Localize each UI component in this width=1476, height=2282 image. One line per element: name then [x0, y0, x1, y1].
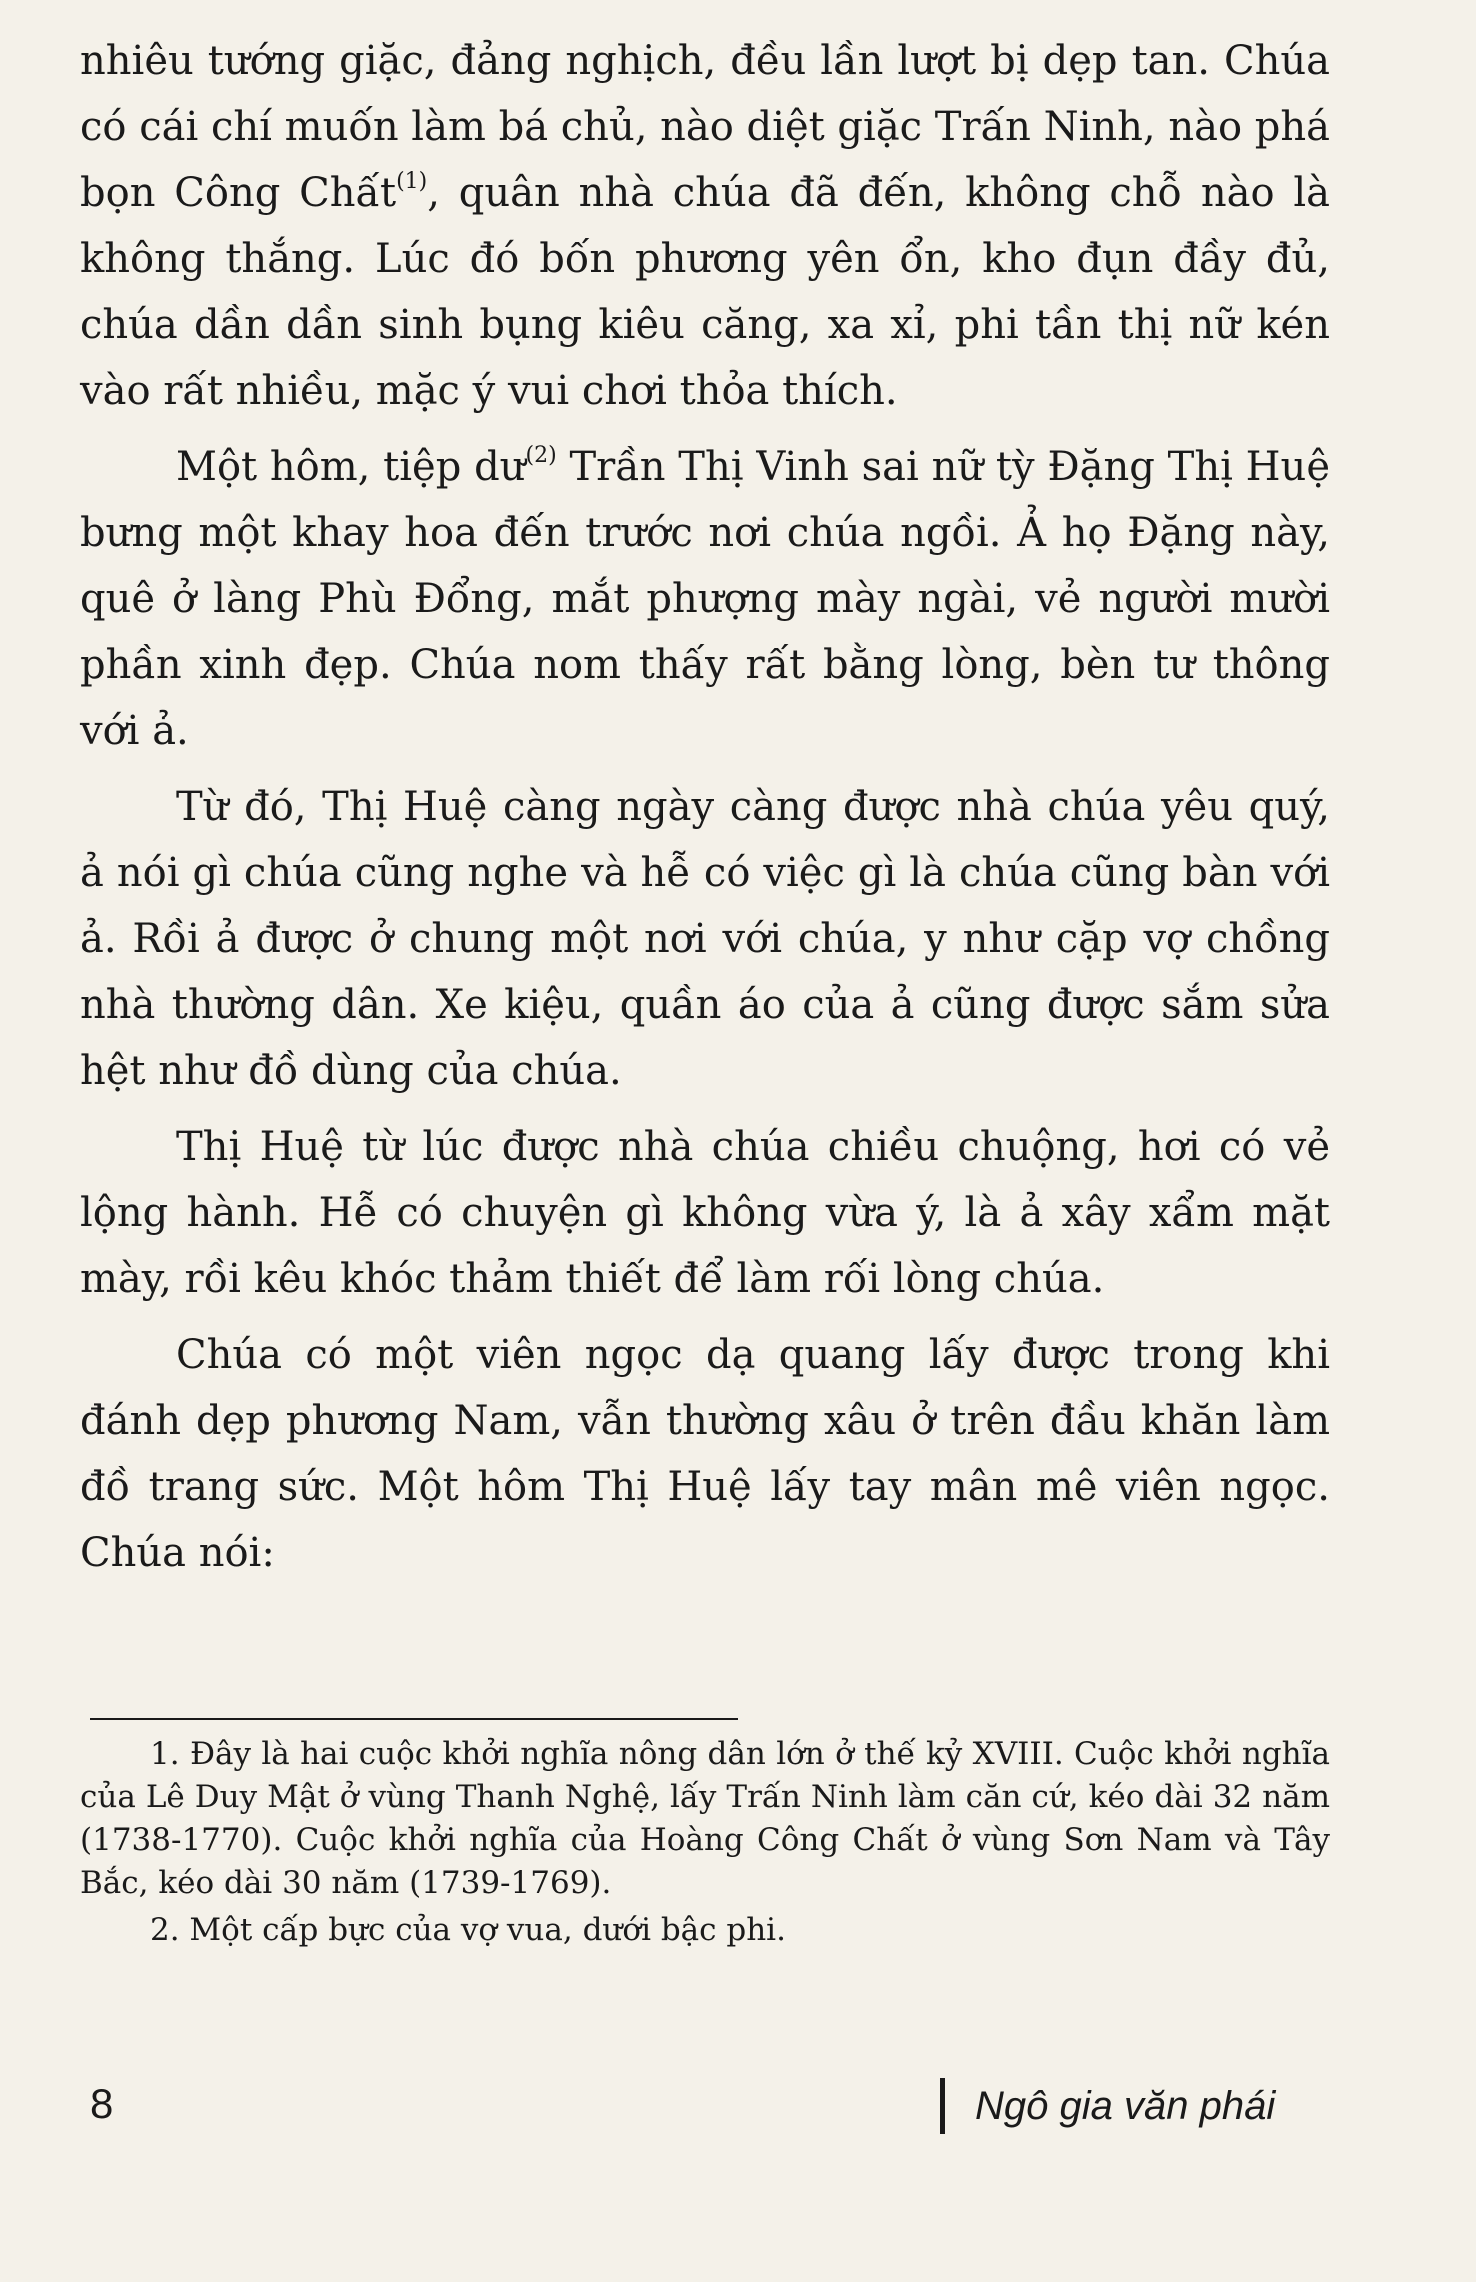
paragraph-4: Thị Huệ từ lúc được nhà chúa chiều chuộng, hơi có vẻ lộng hành. Hễ có chuyện gì không vừa ý, là ả xây xẩm mặt mày, rồi kêu khóc thảm thiết để làm rối lòng chúa. [80, 1124, 1330, 1302]
paragraph-2: Một hôm, tiệp $dư^{(2)}$ Trần Thị Vinh sai nữ tỳ Đặng Thị Huệ bưng một khay hoa đến trước nơi chúa ngồi. Ả họ Đặng này, quê ở làng Phù Đổng, mắt phượng mày ngài, vẻ người mười phần xinh đẹp. Chúa nom thấy rất bằng lòng, bèn tư thông với ả. [80, 443, 1330, 754]
paragraph-3: Từ đó, Thị Huệ càng ngày càng được nhà chúa yêu quý, ả nói gì chúa cũng nghe và hễ có việc gì là chúa cũng bàn với ả. Rồi ả được ở chung một nơi với chúa, y như cặp vợ chồng nhà thường dân. Xe kiệu, quần áo của ả cũng được sắm sửa hệt như đồ dùng của chúa. [80, 784, 1330, 1094]
page-number: 8 [90, 2080, 114, 2127]
footer-bar [940, 2078, 945, 2134]
footnote-ref-1: (1) [396, 169, 428, 194]
footnote-2: 2. Một cấp bực của vợ vua, dưới bậc phi. [150, 1912, 786, 1948]
footnote-ref-2: (2) [525, 443, 557, 468]
paragraph-1: nhiêu tướng giặc, đảng nghịch, đều lần lượt bị dẹp tan. Chúa có cái chí muốn làm bá chủ, nào diệt giặc Trấn Ninh, nào phá bọn Công Chất$^{(1)}$, quân nhà chúa đã đến, không chỗ nào là không thắng. Lúc đó bốn phương yên ổn, kho đụn đầy đủ, chúa dần dần sinh bụng kiêu căng, xa xỉ, phi tần thị nữ kén vào rất nhiều, mặc ý vui chơi thỏa thích. [80, 38, 1330, 414]
running-footer [940, 2078, 1275, 2134]
running-footer-title: Ngô gia văn phái [975, 2083, 1276, 2128]
paragraph-5: Chúa có một viên ngọc dạ quang lấy được trong khi đánh dẹp phương Nam, vẫn thường xâu ở trên đầu khăn làm đồ trang sức. Một hôm Thị Huệ lấy tay mân mê viên ngọc. Chúa nói: [80, 1332, 1330, 1576]
footnote-divider [90, 1718, 738, 1720]
footnote-1: 1. Đây là hai cuộc khởi nghĩa nông dân lớn ở thế kỷ XVIII. Cuộc khởi nghĩa của Lê Duy Mật ở vùng Thanh Nghệ, lấy Trấn Ninh làm căn cứ, kéo dài 32 năm (1738-1770). Cuộc khởi nghĩa của Hoàng Công Chất ở vùng Sơn Nam và Tây Bắc, kéo dài 30 năm (1739-1769). [80, 1736, 1330, 1901]
footnotes [80, 1733, 1330, 1956]
body-text [80, 28, 1330, 1596]
